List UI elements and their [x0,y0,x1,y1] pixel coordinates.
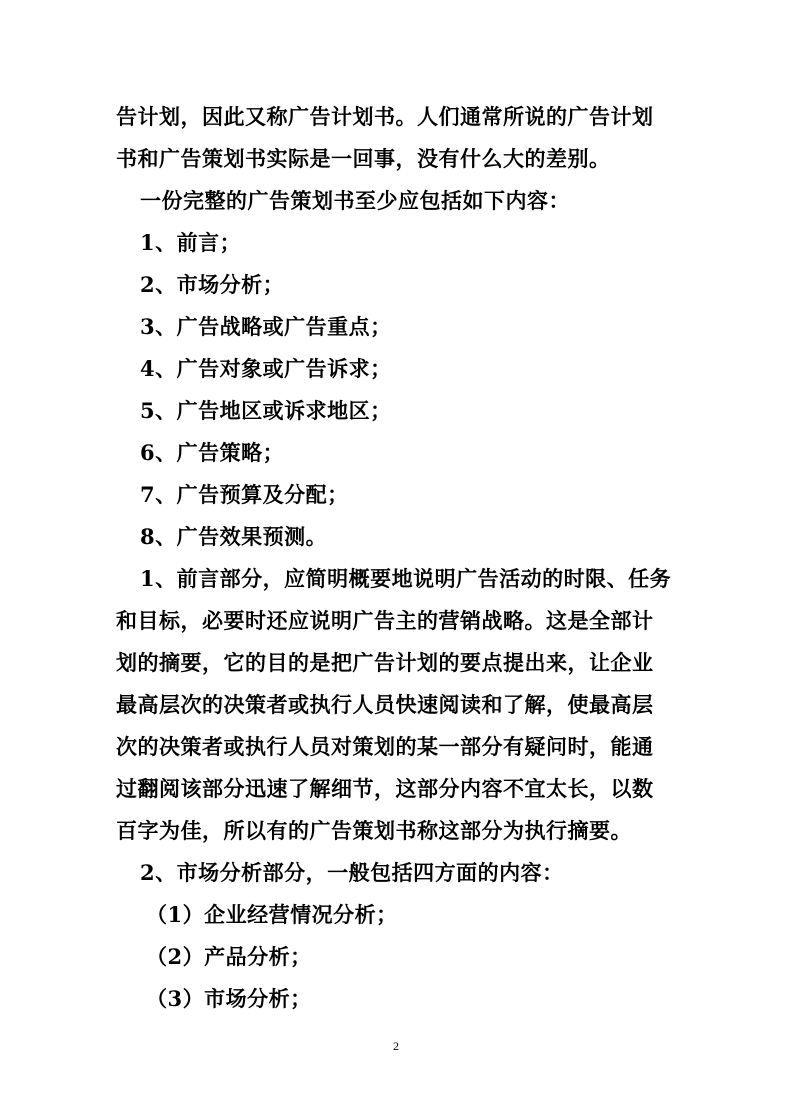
text-line: 过翻阅该部分迅速了解细节，这部分内容不宜太长，以数 [116,776,654,801]
list-item: 2、市场分析； [140,272,285,297]
list-item: 3、广告战略或广告重点； [140,314,392,339]
text-line: 1、前言部分，应简明概要地说明广告活动的时限、任务 [140,566,672,591]
list-item: （2）产品分析； [146,944,312,969]
list-item: 7、广告预算及分配； [140,482,349,507]
list-item: （3）市场分析； [146,986,312,1011]
list-item: 6、广告策略； [140,440,285,465]
text-line: 最高层次的决策者或执行人员快速阅读和了解，使最高层 [116,692,654,717]
page-number: 2 [393,1039,399,1053]
list-item: 1、前言； [140,230,242,255]
text-line: 次的决策者或执行人员对策划的某一部分有疑问时，能通 [116,734,654,759]
text-line: 书和广告策划书实际是一回事，没有什么大的差别。 [116,146,611,171]
text-line: 百字为佳，所以有的广告策划书称这部分为执行摘要。 [116,818,632,843]
text-line: 划的摘要，它的目的是把广告计划的要点提出来，让企业 [116,650,654,675]
list-item: （1）企业经营情况分析； [146,902,398,927]
text-line: 告计划，因此又称广告计划书。人们通常所说的广告计划 [116,104,654,129]
text-line: 一份完整的广告策划书至少应包括如下内容： [140,188,570,213]
list-item: 4、广告对象或广告诉求； [140,356,392,381]
text-line: 和目标，必要时还应说明广告主的营销战略。这是全部计 [116,608,654,633]
text-line: 2、市场分析部分，一般包括四方面的内容： [140,860,564,885]
list-item: 8、广告效果预测。 [140,524,328,549]
list-item: 5、广告地区或诉求地区； [140,398,392,423]
